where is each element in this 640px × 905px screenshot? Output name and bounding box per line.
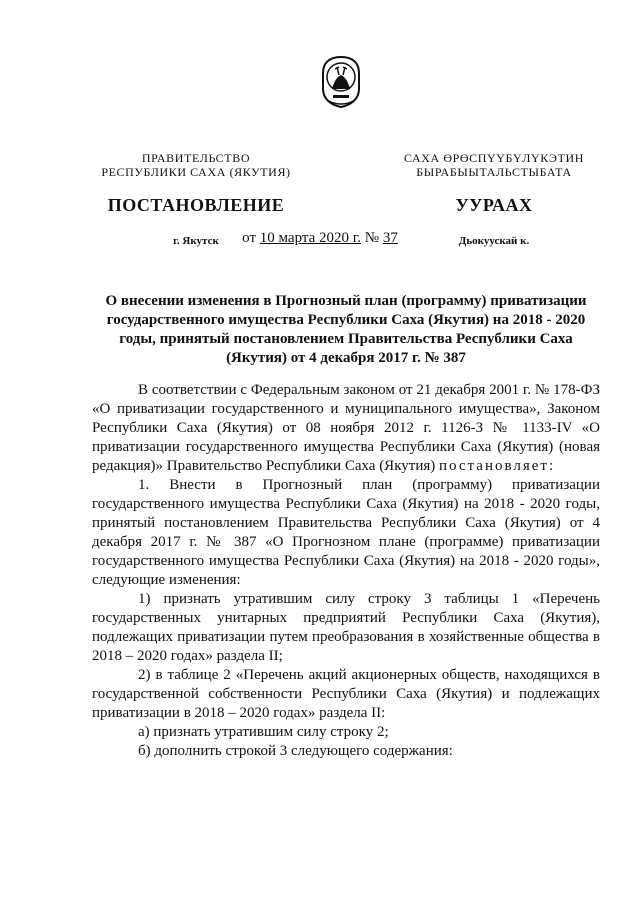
gov-left-line-2: РЕСПУБЛИКИ САХА (ЯКУТИЯ)	[101, 165, 291, 179]
paragraph-subitem-a: а) признать утратившим силу строку 2;	[138, 724, 389, 740]
gov-right-line-1: САХА ӨРӨСПҮҮБҮЛҮКЭТИН	[403, 151, 585, 165]
city-russian: г. Якутск	[173, 235, 219, 247]
coat-of-arms-icon	[319, 55, 363, 109]
government-name-yakut	[384, 151, 604, 179]
document-type-russian: ПОСТАНОВЛЕНИЕ	[107, 195, 285, 215]
resolves-word: постановляет:	[439, 458, 556, 474]
paragraph-subitem-1: 1) признать утратившим силу строку 3 таблицы 1 «Перечень государственных унитарных предприятий Республики Саха (Якутия), подлежащих приватизации путем преобразования в хозяйственные общества в 2018 – 2020 годах» раздела II;	[92, 591, 600, 664]
gov-left-line-1: ПРАВИТЕЛЬСТВО	[141, 151, 251, 165]
paragraph-subitem-2: 2) в таблице 2 «Перечень акций акционерных обществ, находящихся в государственной собственности Республики Саха (Якутия) и подлежащих приватизации в 2018 – 2020 годах» раздела II:	[92, 667, 600, 721]
document-body	[92, 381, 600, 761]
document-date: 10 марта 2020 г.	[259, 230, 361, 246]
city-yakut: Дьокуускай к.	[458, 235, 530, 247]
government-name-russian	[96, 151, 296, 179]
dateline-prefix: от	[242, 230, 257, 246]
paragraph-item-1: 1. Внести в Прогнозный план (программу) приватизации государственного имущества Республики Саха (Якутия) на 2018 - 2020 годы, принятый постановлением Правительства Республики Саха (Якутия) от 4 декабря 2017 г. № 387 «О Прогнозном плане (программе) приватизации государственного имущества Республики Саха (Якутия) на 2018 - 2020 годы», следующие изменения:	[92, 477, 600, 588]
number-label: №	[364, 230, 380, 246]
document-title: О внесении изменения в Прогнозный план (программу) приватизации государственного имущества Республики Саха (Якутия) на 2018 - 2020 годы, принятый постановлением Правительства Республики Саха (Якутия) от 4 декабря 2017 г. № 387	[105, 293, 587, 366]
gov-right-line-2: БЫРАБЫЫТАЛЬСТЫБАТА	[416, 165, 572, 179]
paragraph-subitem-b: б) дополнить строкой 3 следующего содержания:	[138, 743, 453, 759]
paragraph-preamble: В соответствии с Федеральным законом от 21 декабря 2001 г. № 178-ФЗ «О приватизации государственного и муниципального имущества», Законом Республики Саха (Якутия) от 08 ноября 2012 г. 1126-З № 1133-IV «О приватизации государственного имущества Республики Саха (Якутия) (новая редакция)» Правительство Республики Саха (Якутия) постановляет:	[92, 382, 600, 474]
document-type-yakut: УУРААХ	[455, 195, 533, 215]
document-number: 37	[382, 230, 398, 246]
document-dateline	[0, 230, 640, 247]
